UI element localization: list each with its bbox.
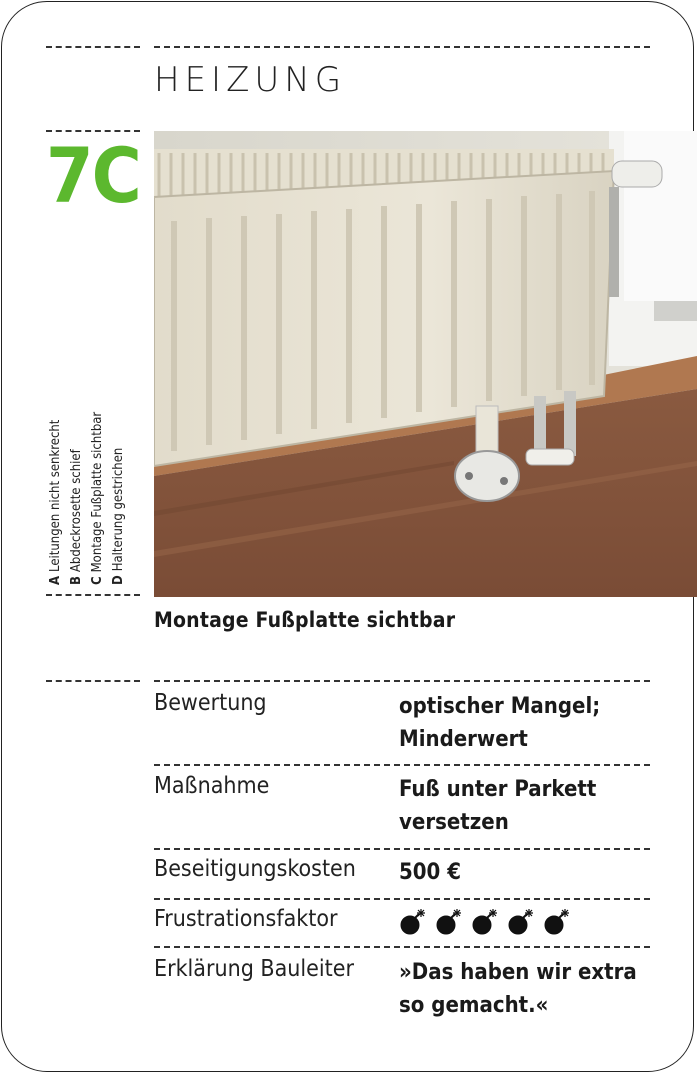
row-label: Bewertung xyxy=(154,690,267,716)
option-a: ALeitungen nicht senkrecht xyxy=(48,419,63,585)
divider xyxy=(46,46,140,48)
category-title: HEIZUNG xyxy=(154,60,347,100)
option-c: CMontage Fußplatte sichtbar xyxy=(90,411,105,585)
option-d: DHalterung gestrichen xyxy=(111,447,126,585)
divider xyxy=(154,764,650,766)
divider xyxy=(154,46,650,48)
divider xyxy=(154,848,650,850)
bomb-icon xyxy=(543,908,571,936)
bomb-icon xyxy=(399,908,427,936)
option-b: BAbdeckrosette schief xyxy=(69,449,84,585)
bomb-icon xyxy=(435,908,463,936)
row-value: Fuß unter Parkett versetzen xyxy=(399,777,597,835)
row-value: »Das haben wir extra so gemacht.« xyxy=(399,960,637,1018)
radiator-photo xyxy=(154,131,697,597)
divider xyxy=(46,680,140,682)
bomb-icon xyxy=(471,908,499,936)
row-value: optischer Mangel; Minderwert xyxy=(399,694,601,752)
card-code: 7C xyxy=(46,131,140,220)
row-label: Frustrationsfaktor xyxy=(154,906,338,932)
row-value: 500 € xyxy=(399,860,461,885)
divider xyxy=(46,594,140,596)
bomb-icon xyxy=(507,908,535,936)
row-label: Beseitigungskosten xyxy=(154,856,356,882)
divider xyxy=(154,898,650,900)
divider xyxy=(154,680,650,682)
row-label: Erklärung Bauleiter xyxy=(154,956,355,982)
option-list xyxy=(45,355,129,585)
row-label: Maßnahme xyxy=(154,773,270,799)
divider xyxy=(154,946,650,948)
frustration-rating xyxy=(399,908,571,936)
photo-caption: Montage Fußplatte sichtbar xyxy=(154,608,456,632)
